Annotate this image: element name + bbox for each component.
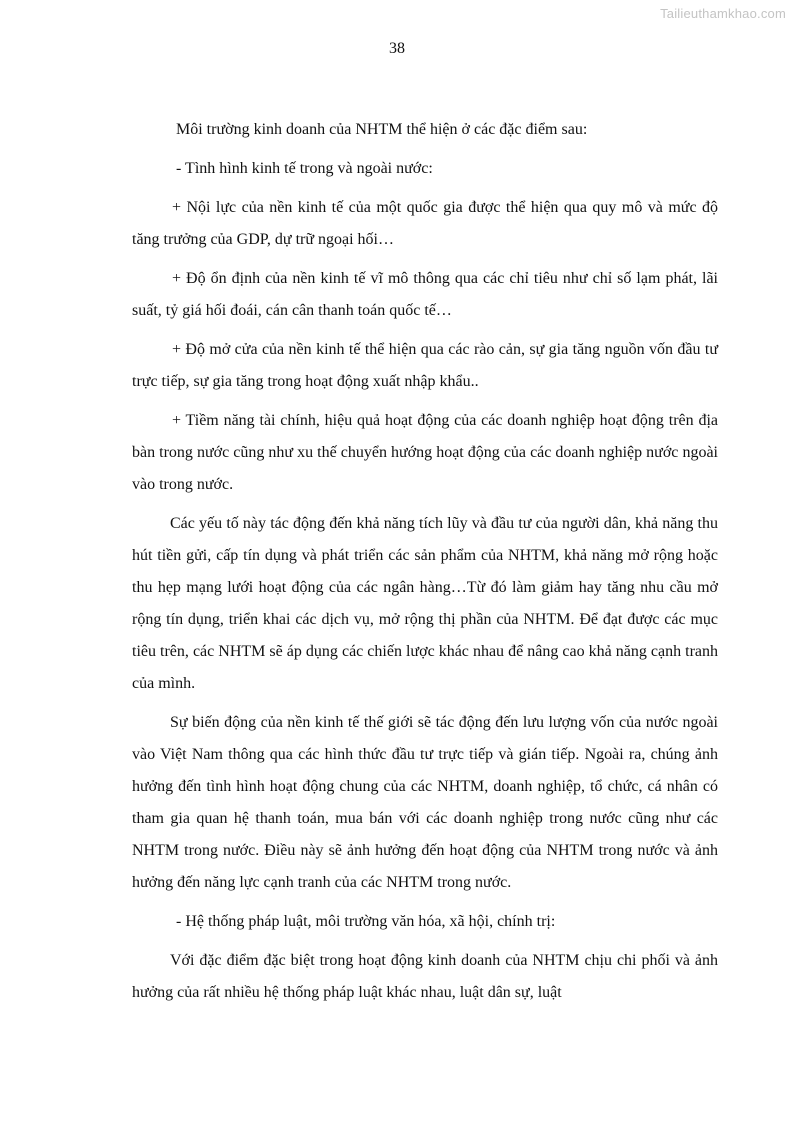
page-number: 38 — [389, 40, 405, 57]
paragraph-impact: Các yếu tố này tác động đến khả năng tích lũy và đầu tư của người dân, khả năng thu hút tiền gửi, cấp tín dụng và phát triển các sản phẩm của NHTM, khả năng mở rộng hoặc thu hẹp mạng lưới hoạt động của các ngân hàng…Từ đó làm giảm hay tăng nhu cầu mở rộng tín dụng, triển khai các dịch vụ, mở rộng thị phần của NHTM. Để đạt được các mục tiêu trên, các NHTM sẽ áp dụng các chiến lược khác nhau để nâng cao khả năng cạnh tranh của mình. — [132, 515, 718, 692]
section-heading-legal: - Hệ thống pháp luật, môi trường văn hóa, xã hội, chính trị: — [176, 913, 556, 930]
bullet-financial-potential: + Tiềm năng tài chính, hiệu quả hoạt động của các doanh nghiệp hoạt động trên địa bàn trong nước cũng như xu thế chuyển hướng hoạt động của các doanh nghiệp nước ngoài vào trong nước. — [132, 412, 718, 493]
bullet-macro-stability: + Độ ổn định của nền kinh tế vĩ mô thông qua các chỉ tiêu như chỉ số lạm phát, lãi suất, tỷ giá hối đoái, cán cân thanh toán quốc tế… — [132, 270, 718, 319]
bullet-openness: + Độ mở cửa của nền kinh tế thể hiện qua các rào cản, sự gia tăng nguồn vốn đầu tư trực tiếp, sự gia tăng trong hoạt động xuất nhập khẩu.. — [132, 341, 718, 390]
paragraph-world-economy: Sự biến động của nền kinh tế thế giới sẽ tác động đến lưu lượng vốn của nước ngoài vào Việt Nam thông qua các hình thức đầu tư trực tiếp và gián tiếp. Ngoài ra, chúng ảnh hưởng đến tình hình hoạt động chung của các NHTM, doanh nghiệp, tổ chức, cá nhân có tham gia quan hệ thanh toán, mua bán với các doanh nghiệp trong nước cũng như các NHTM trong nước. Điều này sẽ ảnh hưởng đến hoạt động của NHTM trong nước và ảnh hưởng đến năng lực cạnh tranh của các NHTM trong nước. — [132, 714, 718, 891]
bullet-internal-strength: + Nội lực của nền kinh tế của một quốc gia được thể hiện qua quy mô và mức độ tăng trưởng của GDP, dự trữ ngoại hối… — [132, 199, 718, 248]
watermark: Tailieuthamkhao.com — [660, 6, 786, 21]
document-body — [132, 114, 718, 1016]
paragraph-legal: Với đặc điểm đặc biệt trong hoạt động kinh doanh của NHTM chịu chi phối và ảnh hưởng của rất nhiều hệ thống pháp luật khác nhau, luật dân sự, luật — [132, 952, 718, 1001]
section-heading-economy: - Tình hình kinh tế trong và ngoài nước: — [176, 160, 433, 177]
intro-paragraph: Môi trường kinh doanh của NHTM thể hiện ở các đặc điểm sau: — [176, 121, 588, 138]
